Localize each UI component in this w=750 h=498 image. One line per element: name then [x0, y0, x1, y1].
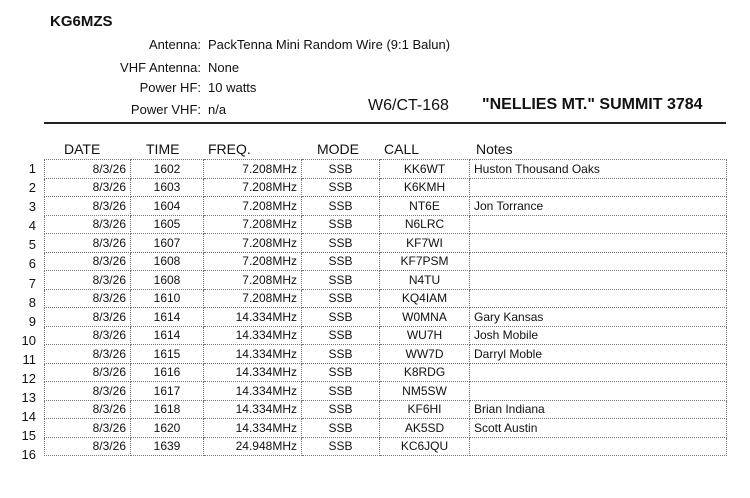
row-number: 1: [28, 161, 36, 176]
cell-notes: Scott Austin: [470, 419, 727, 438]
cell-call: KF6HI: [380, 400, 470, 419]
cell-mode: SSB: [302, 326, 380, 345]
cell-freq: 7.208MHz: [204, 252, 302, 271]
power-vhf-value: n/a: [208, 102, 227, 117]
cell-call: KQ4IAM: [380, 289, 470, 308]
cell-call: KF7PSM: [380, 252, 470, 271]
cell-time: 1615: [131, 345, 204, 364]
cell-notes: [470, 289, 727, 308]
cell-time: 1617: [131, 382, 204, 401]
cell-freq: 14.334MHz: [204, 308, 302, 327]
row-numbers: [0, 159, 40, 465]
power-hf-label: Power HF:: [139, 80, 201, 95]
cell-time: 1602: [131, 160, 204, 179]
cell-freq: 7.208MHz: [204, 197, 302, 216]
cell-date: 8/3/26: [45, 178, 131, 197]
cell-date: 8/3/26: [45, 400, 131, 419]
cell-time: 1605: [131, 215, 204, 234]
table-row: [45, 160, 727, 179]
cell-mode: SSB: [302, 308, 380, 327]
cell-notes: [470, 252, 727, 271]
cell-mode: SSB: [302, 160, 380, 179]
antenna-row: [0, 37, 750, 53]
table-row: [45, 197, 727, 216]
cell-notes: [470, 437, 727, 456]
row-number: 12: [21, 371, 36, 387]
cell-freq: 24.948MHz: [204, 437, 302, 456]
cell-call: K6KMH: [380, 178, 470, 197]
cell-freq: 14.334MHz: [204, 382, 302, 401]
row-number: 10: [21, 332, 36, 348]
antenna-value: PackTenna Mini Random Wire (9:1 Balun): [208, 37, 451, 52]
col-header-time: TIME: [146, 141, 180, 157]
vhf-antenna-row: [0, 60, 750, 76]
cell-date: 8/3/26: [45, 215, 131, 234]
col-header-call: CALL: [384, 141, 420, 157]
cell-time: 1608: [131, 271, 204, 290]
cell-time: 1614: [131, 326, 204, 345]
table-row: [45, 234, 727, 253]
vhf-antenna-value: None: [208, 60, 240, 75]
row-number: 16: [21, 447, 36, 463]
cell-freq: 14.334MHz: [204, 345, 302, 364]
cell-mode: SSB: [302, 345, 380, 364]
cell-call: KK6WT: [380, 160, 470, 179]
summit-reference: W6/CT-168: [368, 97, 449, 114]
cell-freq: 7.208MHz: [204, 178, 302, 197]
cell-freq: 7.208MHz: [204, 215, 302, 234]
cell-call: WW7D: [380, 345, 470, 364]
row-number: 14: [21, 409, 36, 425]
cell-freq: 7.208MHz: [204, 234, 302, 253]
cell-time: 1620: [131, 419, 204, 438]
cell-mode: SSB: [302, 271, 380, 290]
table-row: [45, 345, 727, 364]
table-row: [45, 382, 727, 401]
cell-freq: 7.208MHz: [204, 160, 302, 179]
cell-freq: 14.334MHz: [204, 419, 302, 438]
power-hf-value: 10 watts: [208, 80, 257, 95]
cell-mode: SSB: [302, 215, 380, 234]
row-number: 2: [28, 180, 36, 196]
cell-notes: [470, 382, 727, 401]
cell-time: 1610: [131, 289, 204, 308]
row-number: 15: [21, 428, 36, 444]
cell-call: AK5SD: [380, 419, 470, 438]
antenna-label: Antenna:: [148, 37, 201, 52]
cell-mode: SSB: [302, 197, 380, 216]
cell-date: 8/3/26: [45, 160, 131, 179]
cell-time: 1618: [131, 400, 204, 419]
cell-time: 1603: [131, 178, 204, 197]
callsign-title: KG6MZS: [50, 13, 113, 30]
qso-log-table: [44, 159, 727, 456]
cell-notes: Darryl Moble: [470, 345, 727, 364]
cell-time: 1639: [131, 437, 204, 456]
col-header-mode: MODE: [317, 141, 359, 157]
cell-date: 8/3/26: [45, 419, 131, 438]
cell-freq: 7.208MHz: [204, 289, 302, 308]
cell-time: 1607: [131, 234, 204, 253]
cell-mode: SSB: [302, 234, 380, 253]
power-hf-row: [0, 80, 750, 96]
cell-date: 8/3/26: [45, 345, 131, 364]
cell-mode: SSB: [302, 252, 380, 271]
cell-notes: Brian Indiana: [470, 400, 727, 419]
row-number: 4: [28, 218, 36, 234]
col-header-freq: FREQ.: [208, 141, 251, 157]
summit-name: "NELLIES MT." SUMMIT 3784: [482, 96, 703, 113]
row-number: 11: [22, 351, 36, 367]
cell-call: N6LRC: [380, 215, 470, 234]
cell-mode: SSB: [302, 400, 380, 419]
cell-call: N4TU: [380, 271, 470, 290]
cell-notes: Huston Thousand Oaks: [470, 160, 727, 179]
cell-freq: 14.334MHz: [204, 326, 302, 345]
table-row: [45, 363, 727, 382]
cell-date: 8/3/26: [45, 252, 131, 271]
cell-freq: 14.334MHz: [204, 363, 302, 382]
cell-call: NM5SW: [380, 382, 470, 401]
cell-mode: SSB: [302, 419, 380, 438]
col-header-notes: Notes: [476, 141, 513, 157]
cell-mode: SSB: [302, 437, 380, 456]
qso-log-body: [45, 160, 727, 456]
cell-mode: SSB: [302, 363, 380, 382]
cell-time: 1604: [131, 197, 204, 216]
cell-freq: 14.334MHz: [204, 400, 302, 419]
cell-date: 8/3/26: [45, 437, 131, 456]
cell-freq: 7.208MHz: [204, 271, 302, 290]
cell-notes: [470, 363, 727, 382]
table-row: [45, 178, 727, 197]
row-number: 7: [28, 275, 36, 291]
cell-mode: SSB: [302, 289, 380, 308]
cell-notes: [470, 178, 727, 197]
cell-time: 1614: [131, 308, 204, 327]
cell-date: 8/3/26: [45, 197, 131, 216]
table-row: [45, 437, 727, 456]
table-row: [45, 419, 727, 438]
table-row: [45, 215, 727, 234]
table-row: [45, 252, 727, 271]
row-number: 3: [28, 199, 36, 215]
cell-date: 8/3/26: [45, 234, 131, 253]
table-row: [45, 289, 727, 308]
vhf-antenna-label: VHF Antenna:: [120, 60, 201, 75]
cell-notes: Gary Kansas: [470, 308, 727, 327]
table-row: [45, 308, 727, 327]
cell-date: 8/3/26: [45, 289, 131, 308]
cell-date: 8/3/26: [45, 308, 131, 327]
row-number: 8: [28, 294, 36, 310]
cell-date: 8/3/26: [45, 363, 131, 382]
cell-time: 1608: [131, 252, 204, 271]
cell-call: K8RDG: [380, 363, 470, 382]
cell-mode: SSB: [302, 382, 380, 401]
cell-call: KF7WI: [380, 234, 470, 253]
cell-call: NT6E: [380, 197, 470, 216]
power-vhf-label: Power VHF:: [130, 102, 201, 117]
table-row: [45, 271, 727, 290]
table-row: [45, 326, 727, 345]
cell-mode: SSB: [302, 178, 380, 197]
col-header-date: DATE: [64, 141, 101, 157]
cell-notes: [470, 215, 727, 234]
row-number: 6: [28, 256, 36, 272]
cell-call: WU7H: [380, 326, 470, 345]
cell-date: 8/3/26: [45, 326, 131, 345]
cell-date: 8/3/26: [45, 271, 131, 290]
table-row: [45, 400, 727, 419]
cell-date: 8/3/26: [45, 382, 131, 401]
row-number: 5: [28, 237, 36, 253]
cell-notes: Josh Mobile: [470, 326, 727, 345]
row-number: 9: [28, 313, 36, 329]
header-divider: [44, 122, 726, 124]
cell-notes: [470, 234, 727, 253]
cell-time: 1616: [131, 363, 204, 382]
cell-notes: [470, 271, 727, 290]
cell-call: W0MNA: [380, 308, 470, 327]
cell-call: KC6JQU: [380, 437, 470, 456]
row-number: 13: [21, 390, 36, 406]
cell-notes: Jon Torrance: [470, 197, 727, 216]
